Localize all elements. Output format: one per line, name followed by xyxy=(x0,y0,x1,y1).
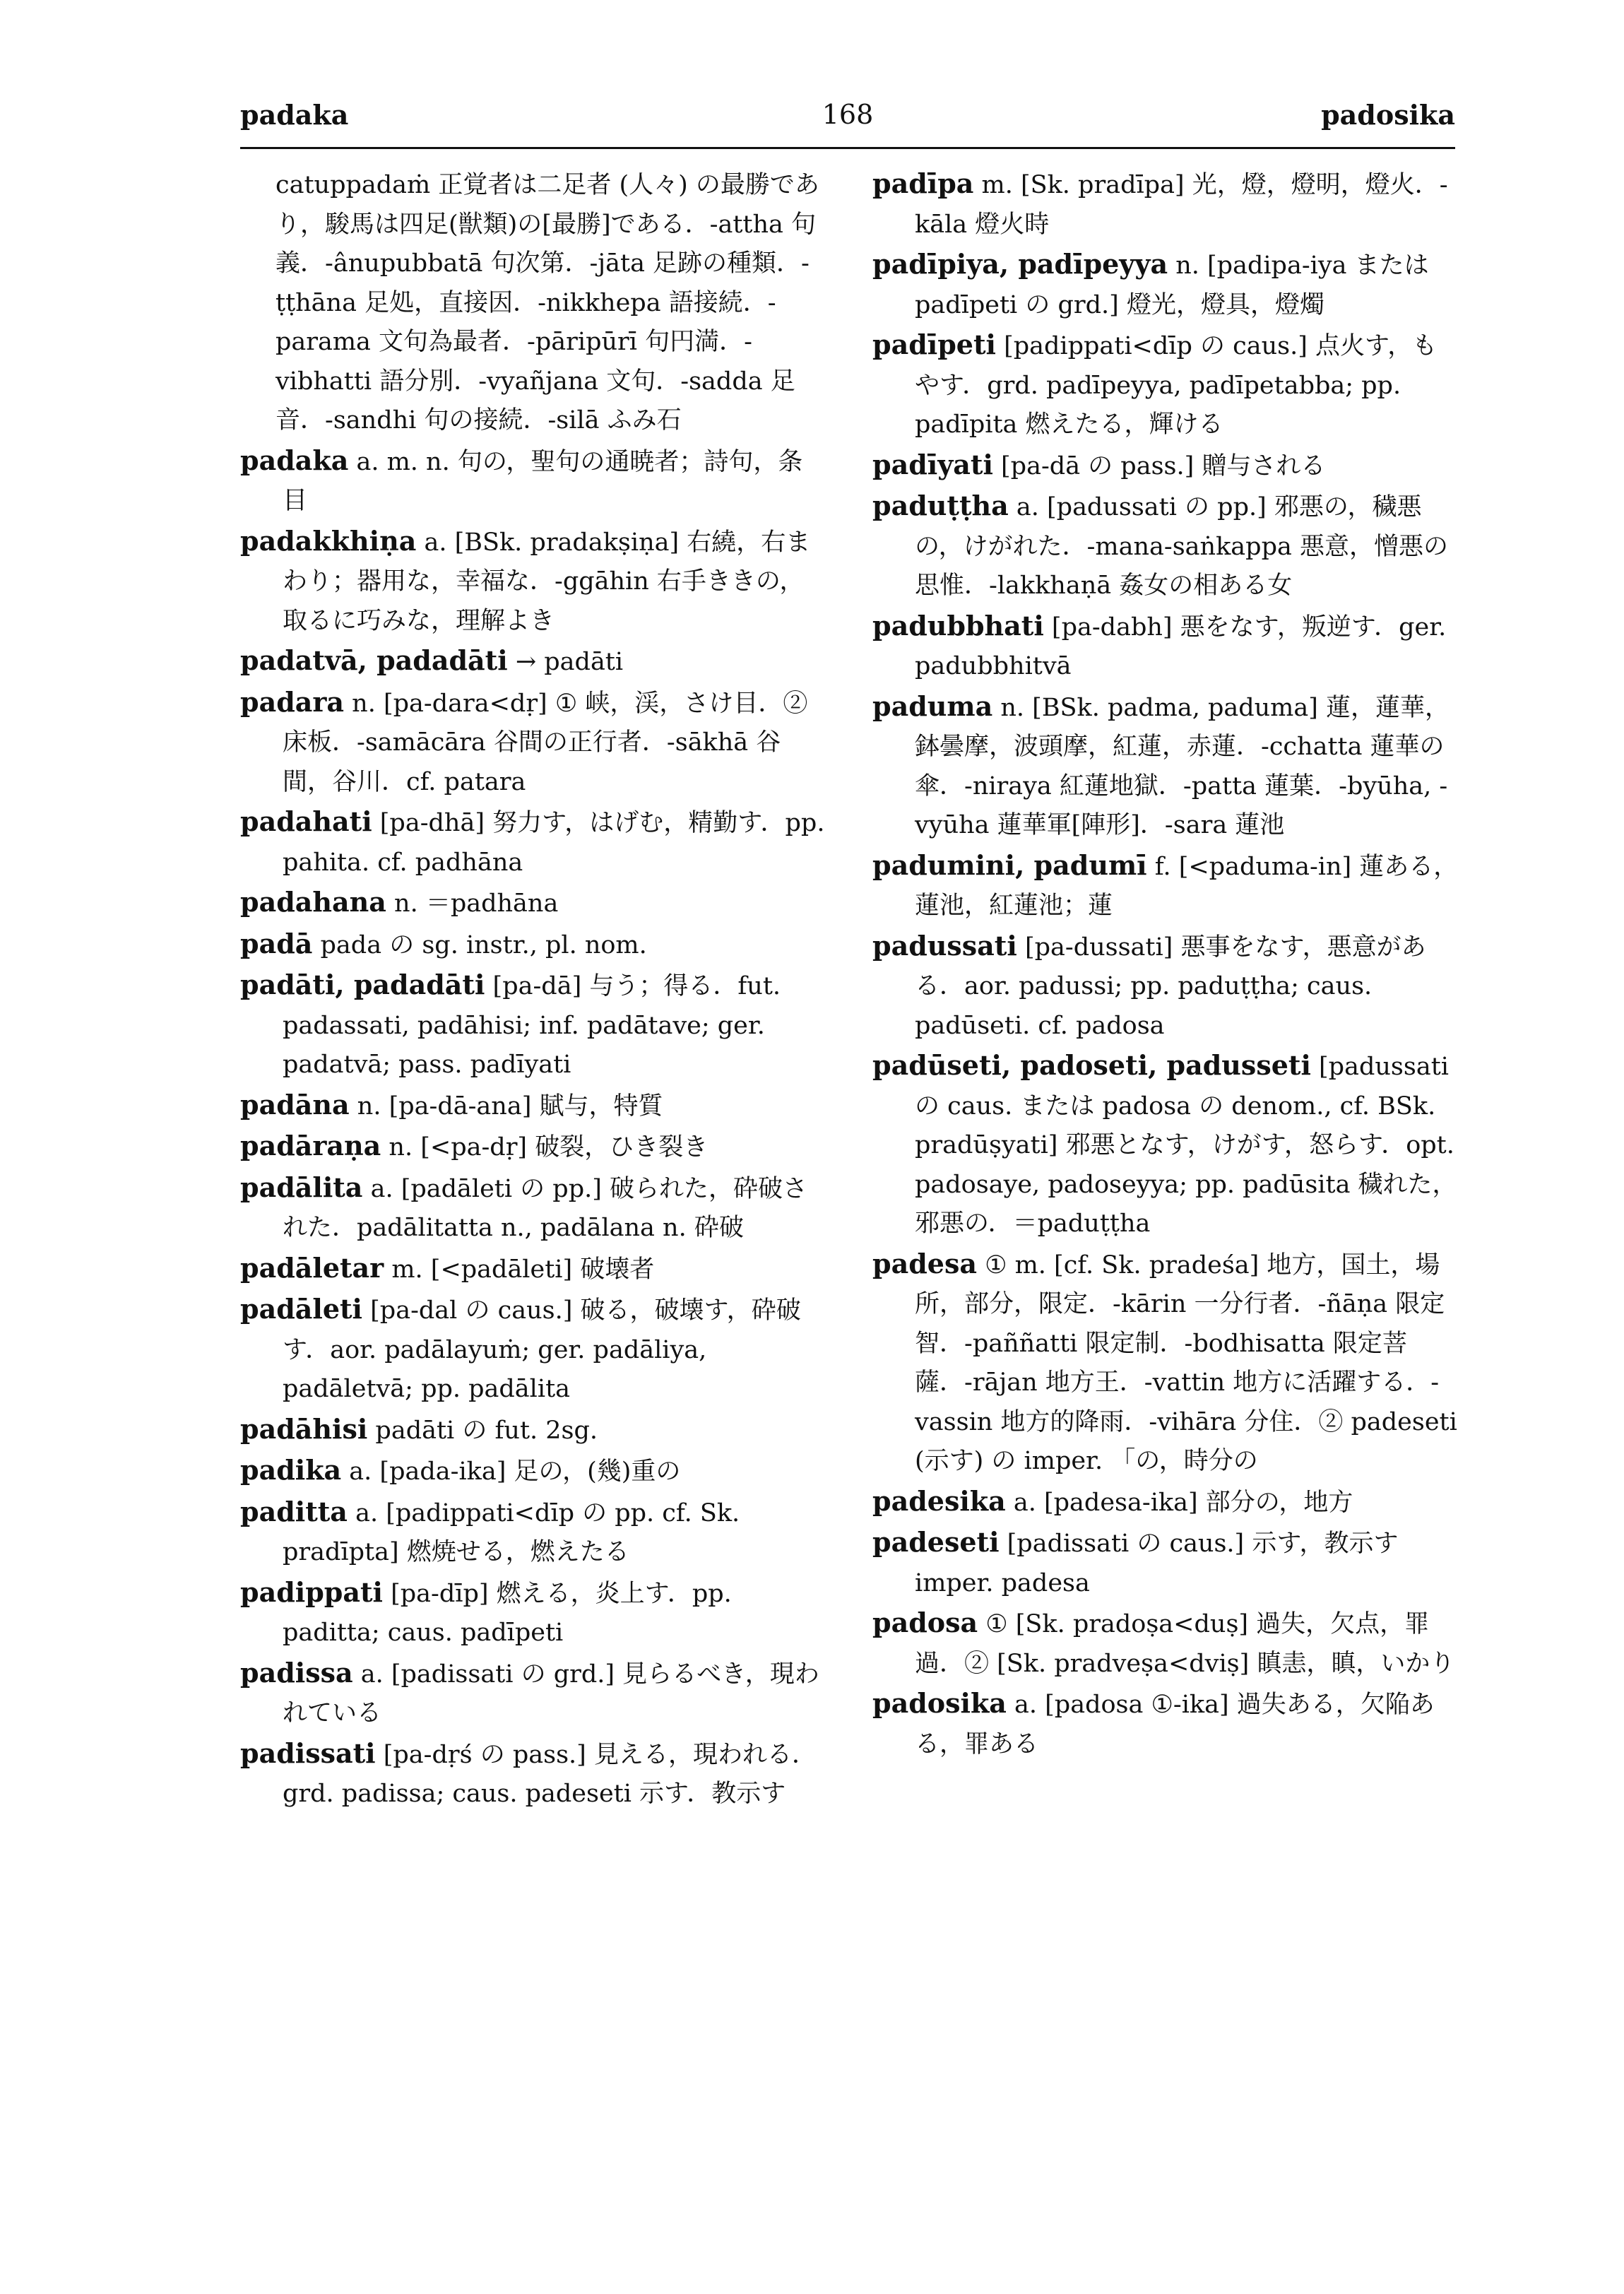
entry-headword: padūseti, padoseti, padusseti xyxy=(872,1049,1311,1081)
entry-body: a. [pada-ika] 足の，(幾)重の xyxy=(349,1458,681,1486)
entry-body: [padissati の caus.] 示す，教示す imper. padesa xyxy=(915,1530,1399,1597)
entry-headword: padīpeti xyxy=(872,329,996,360)
entry-headword: padubbhati xyxy=(872,609,1044,642)
dictionary-entry xyxy=(240,682,826,803)
dictionary-entry xyxy=(240,641,826,682)
entry-headword: padāhisi xyxy=(240,1412,368,1445)
entry-body: f. [<paduma-in] 蓮ある，蓮池，紅蓮池；蓮 xyxy=(915,852,1459,920)
dictionary-entry xyxy=(240,1289,826,1409)
entry-headword: padahati xyxy=(240,805,372,837)
entry-body: [pa-dṛś の pass.] 見える，現われる．grd. padissa; caus. padeseti 示す．教示す xyxy=(283,1740,817,1808)
entry-body: [pa-dal の caus.] 破る，破壊す，砕破す．aor. padālayuṁ; ger. padāliya, padāletvā; pp. padālita xyxy=(283,1296,801,1403)
entry-headword: padeseti xyxy=(872,1526,1000,1558)
entry-headword: padippati xyxy=(240,1575,383,1608)
dictionary-entry xyxy=(872,1684,1459,1764)
entry-body: n. [pa-dara<dṛ] ① 峡，渓，さけ目．② 床板．-samācāra 谷間の正行者．-sākhā 谷間，谷川．cf. patara xyxy=(283,689,808,796)
entry-body: a. [padussati の pp.] 邪悪の，穢悪の，けがれた．-mana-saṅkappa 悪意，憎悪の思惟．-lakkhaṇā 姦女の相ある女 xyxy=(915,493,1448,600)
entry-headword: padāti, padadāti xyxy=(240,969,485,1000)
dictionary-entry xyxy=(240,1573,826,1653)
dictionary-entry xyxy=(872,1046,1459,1244)
dictionary-entry xyxy=(872,1523,1459,1603)
entry-body: ① m. [cf. Sk. pradeśa] 地方，国土，場所，部分，限定．-kārin 一分行者．-ñāṇa 限定智．-paññatti 限定制．-bodhisatta 限定菩薩．-rājan 地方王．-vattin 地方に活躍する．-vassin 地方的降雨．-vihāra 分住．② padeseti (示す) の imper. 「の，時分の xyxy=(915,1251,1457,1475)
dictionary-entry xyxy=(872,1244,1459,1482)
entry-body: [pa-dā] 与う；得る．fut. padassati, padāhisi; inf. padātave; ger. padatvā; pass. padīyati xyxy=(283,972,781,1079)
entry-headword: padīpiya, padīpeyya xyxy=(872,248,1168,280)
dictionary-entry xyxy=(240,924,826,966)
entry-body: n. [<pa-dṛ] 破裂，ひき裂き xyxy=(389,1133,709,1161)
page-number: 168 xyxy=(822,99,874,130)
entry-headword: padumini, padumī xyxy=(872,849,1147,881)
entry-body: a. [padissati の grd.] 見らるべき，現われている xyxy=(283,1660,819,1727)
dictionary-entry xyxy=(240,1168,826,1248)
entry-body: [pa-dhā] 努力す，はげむ，精勤す．pp. pahita. cf. padhāna xyxy=(283,809,825,877)
entry-headword: padāraṇa xyxy=(240,1130,381,1161)
entry-body: → padāti xyxy=(515,648,624,676)
dictionary-entry xyxy=(872,486,1459,606)
dictionary-entry xyxy=(872,687,1459,846)
dictionary-entry xyxy=(240,1126,826,1168)
left-running-headword: padaka xyxy=(240,99,349,131)
entry-body: [pa-dussati] 悪事をなす，悪意がある．aor. padussi; pp. paduṭṭha; caus. padūseti. cf. padosa xyxy=(915,933,1426,1040)
entry-headword: padāletar xyxy=(240,1251,384,1284)
dictionary-entry xyxy=(872,846,1459,926)
entry-body: pada の sg. instr., pl. nom. xyxy=(320,930,647,959)
entry-body: [pa-dabh] 悪をなす，叛逆す．ger. padubbhitvā xyxy=(915,613,1447,680)
entry-headword: padāleti xyxy=(240,1293,362,1325)
entry-headword: padissati xyxy=(240,1737,376,1769)
entry-headword: padussati xyxy=(872,929,1017,962)
dictionary-entry xyxy=(240,1492,826,1573)
entry-headword: padika xyxy=(240,1454,342,1486)
entry-headword: padosa xyxy=(872,1607,978,1638)
entry-body: [padippati<dīp の caus.] 点火す，もやす．grd. padīpeyya, padīpetabba; pp. padīpita 燃えたる，輝ける xyxy=(915,332,1438,439)
dictionary-entry xyxy=(240,521,826,642)
dictionary-entry xyxy=(240,882,826,924)
entry-body: [pa-dā の pass.] 贈与される xyxy=(1001,451,1326,480)
entry-body: a. m. n. 句の，聖句の通暁者；詩句，条目 xyxy=(283,447,803,515)
dictionary-entry xyxy=(872,325,1459,445)
entry-body: n. ＝padhāna xyxy=(394,889,559,918)
entry-headword: padosika xyxy=(872,1687,1007,1719)
header-rule xyxy=(240,147,1455,149)
entry-body: a. [padosa ①-ika] 過失ある，欠陥ある，罪ある xyxy=(915,1691,1435,1758)
entry-headword: padā xyxy=(240,927,313,959)
entry-body: a. [padāleti の pp.] 破られた，砕破された．padālitatta n., padālana n. 砕破 xyxy=(283,1174,808,1242)
right-running-headword: padosika xyxy=(1321,99,1455,131)
dictionary-entry xyxy=(872,244,1459,325)
entry-headword: padīpa xyxy=(872,167,974,199)
entry-headword: paduṭṭha xyxy=(872,490,1009,521)
entry-body: ① [Sk. pradoṣa<duṣ] 過失，欠点，罪過．② [Sk. pradveṣa<dviṣ] 瞋恚，瞋，いかり xyxy=(915,1610,1455,1678)
dictionary-entry xyxy=(872,445,1459,487)
entry-body: m. [Sk. pradīpa] 光，燈，燈明，燈火．-kāla 燈火時 xyxy=(915,171,1448,239)
entry-headword: padesika xyxy=(872,1484,1006,1517)
dictionary-entry xyxy=(240,1653,826,1734)
entry-headword: paditta xyxy=(240,1495,348,1527)
entry-body: [pa-dīp] 燃える，炎上す．pp. paditta; caus. padīpeti xyxy=(283,1579,732,1647)
entry-headword: padara xyxy=(240,685,345,718)
entry-body: a. [BSk. pradakṣiṇa] 右繞，右まわり；器用な，幸福な．-ggāhin 右手ききの，取るに巧みな，理解よき xyxy=(283,528,811,635)
dictionary-entry xyxy=(240,1450,826,1492)
entry-body: a. [padippati<dīp の pp. cf. Sk. pradīpta] 燃焼せる，燃えたる xyxy=(283,1498,740,1566)
dictionary-entry xyxy=(872,926,1459,1046)
dictionary-entry xyxy=(240,965,826,1085)
entry-headword: padaka xyxy=(240,444,349,476)
dictionary-entry xyxy=(872,1482,1459,1523)
entry-body: a. [padesa-ika] 部分の，地方 xyxy=(1013,1488,1353,1517)
dictionary-entry xyxy=(240,1409,826,1451)
dictionary-entry xyxy=(240,802,826,882)
entry-headword: padesa xyxy=(872,1247,977,1279)
dictionary-entry xyxy=(240,1248,826,1290)
entry-body: catuppadaṁ 正覚者は二足者 (人々) の最勝であり，駿馬は四足(獣類)の[最勝]である．-attha 句義．-ânupubbatā 句次第．-jāta 足跡の種類．-ṭṭhāna 足処，直接因．-nikkhepa 語接続．-parama 文句為最者．-pāripūrī 句円満．-vibhatti 語分別．-vyañjana 文句．-sadda 足音．-sandhi 句の接続．-silā ふみ石 xyxy=(275,171,819,434)
dictionary-entry xyxy=(240,441,826,521)
entry-headword: padahana xyxy=(240,886,386,918)
entry-body: n. [padipa-iya または padīpeti の grd.] 燈光，燈具，燈燭 xyxy=(915,252,1429,319)
entry-body: [padussati の caus. または padosa の denom., cf. BSk. pradūṣyati] 邪悪となす，けがす，怒らす．opt. padosaye, padoseyya; pp. padūsita 穢れた，邪悪の．＝paduṭṭha xyxy=(915,1053,1457,1238)
entry-headword: padatvā, padadāti xyxy=(240,644,508,676)
entry-body: n. [pa-dā-ana] 賦与，特質 xyxy=(357,1092,663,1121)
entry-headword: padissa xyxy=(240,1656,353,1689)
entry-body: padāti の fut. 2sg. xyxy=(375,1416,598,1445)
page-header xyxy=(240,99,1455,148)
entry-headword: padīyati xyxy=(872,448,993,480)
dictionary-entry xyxy=(872,164,1459,244)
right-column xyxy=(872,164,1459,1764)
dictionary-entry xyxy=(872,606,1459,687)
entry-body: n. [BSk. padma, paduma] 蓮，蓮華，鉢曇摩，波頭摩，紅蓮，赤蓮．-cchatta 蓮華の傘．-niraya 紅蓮地獄．-patta 蓮葉．-byūha, -vyūha 蓮華軍[陣形]．-sara 蓮池 xyxy=(915,693,1450,839)
dictionary-entry xyxy=(240,1085,826,1127)
dictionary-entry xyxy=(872,1603,1459,1684)
entry-headword: padāna xyxy=(240,1088,350,1121)
dictionary-entry xyxy=(240,1734,826,1814)
dictionary-entry xyxy=(240,164,826,441)
entry-headword: padālita xyxy=(240,1171,363,1203)
entry-headword: paduma xyxy=(872,690,993,722)
left-column xyxy=(240,164,826,1814)
entry-body: m. [<padāleti] 破壊者 xyxy=(391,1255,655,1284)
entry-headword: padakkhiṇa xyxy=(240,524,417,557)
